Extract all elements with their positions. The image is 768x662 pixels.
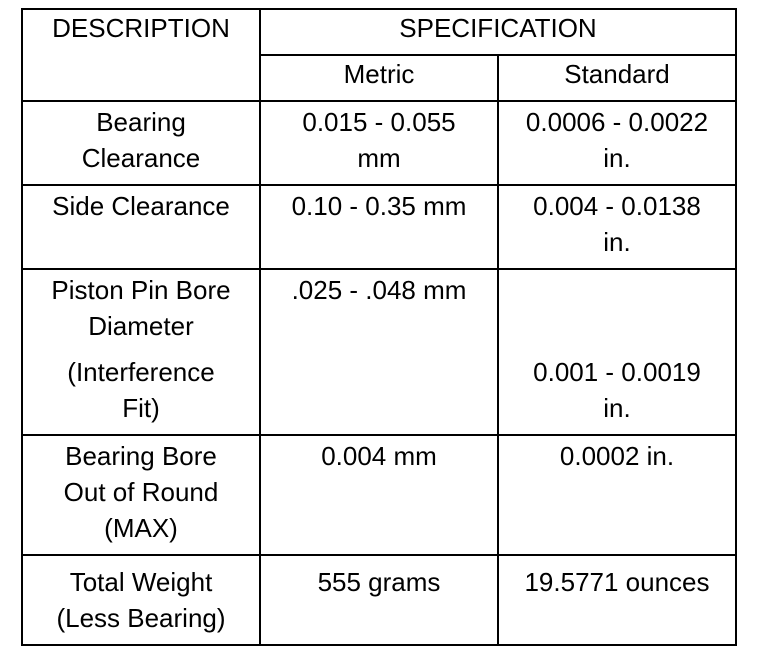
- metric-header: Metric: [260, 55, 498, 101]
- description-cell: Piston Pin Bore Diameter (Interference Fit): [22, 269, 260, 435]
- description-cell: Bearing Clearance: [22, 101, 260, 185]
- specification-header: SPECIFICATION: [260, 9, 736, 55]
- metric-cell: 0.10 - 0.35 mm: [260, 185, 498, 269]
- table-row: [22, 435, 736, 555]
- description-cell: Total Weight (Less Bearing): [22, 555, 260, 645]
- table-row: [22, 185, 736, 269]
- table-row: [22, 101, 736, 185]
- metric-cell: 0.004 mm: [260, 435, 498, 555]
- standard-cell: 0.0002 in.: [498, 435, 736, 555]
- standard-cell: 0.0006 - 0.0022 in.: [498, 101, 736, 185]
- standard-cell: 0.001 - 0.0019 in.: [498, 269, 736, 435]
- specification-table: [21, 8, 737, 646]
- description-header: DESCRIPTION: [22, 9, 260, 101]
- metric-cell: 0.015 - 0.055 mm: [260, 101, 498, 185]
- description-cell: Bearing Bore Out of Round (MAX): [22, 435, 260, 555]
- standard-header: Standard: [498, 55, 736, 101]
- table-row: [22, 555, 736, 645]
- metric-cell: 555 grams: [260, 555, 498, 645]
- table-row: [22, 269, 736, 435]
- standard-cell: 0.004 - 0.0138 in.: [498, 185, 736, 269]
- standard-cell: 19.5771 ounces: [498, 555, 736, 645]
- metric-cell: .025 - .048 mm: [260, 269, 498, 435]
- description-cell: Side Clearance: [22, 185, 260, 269]
